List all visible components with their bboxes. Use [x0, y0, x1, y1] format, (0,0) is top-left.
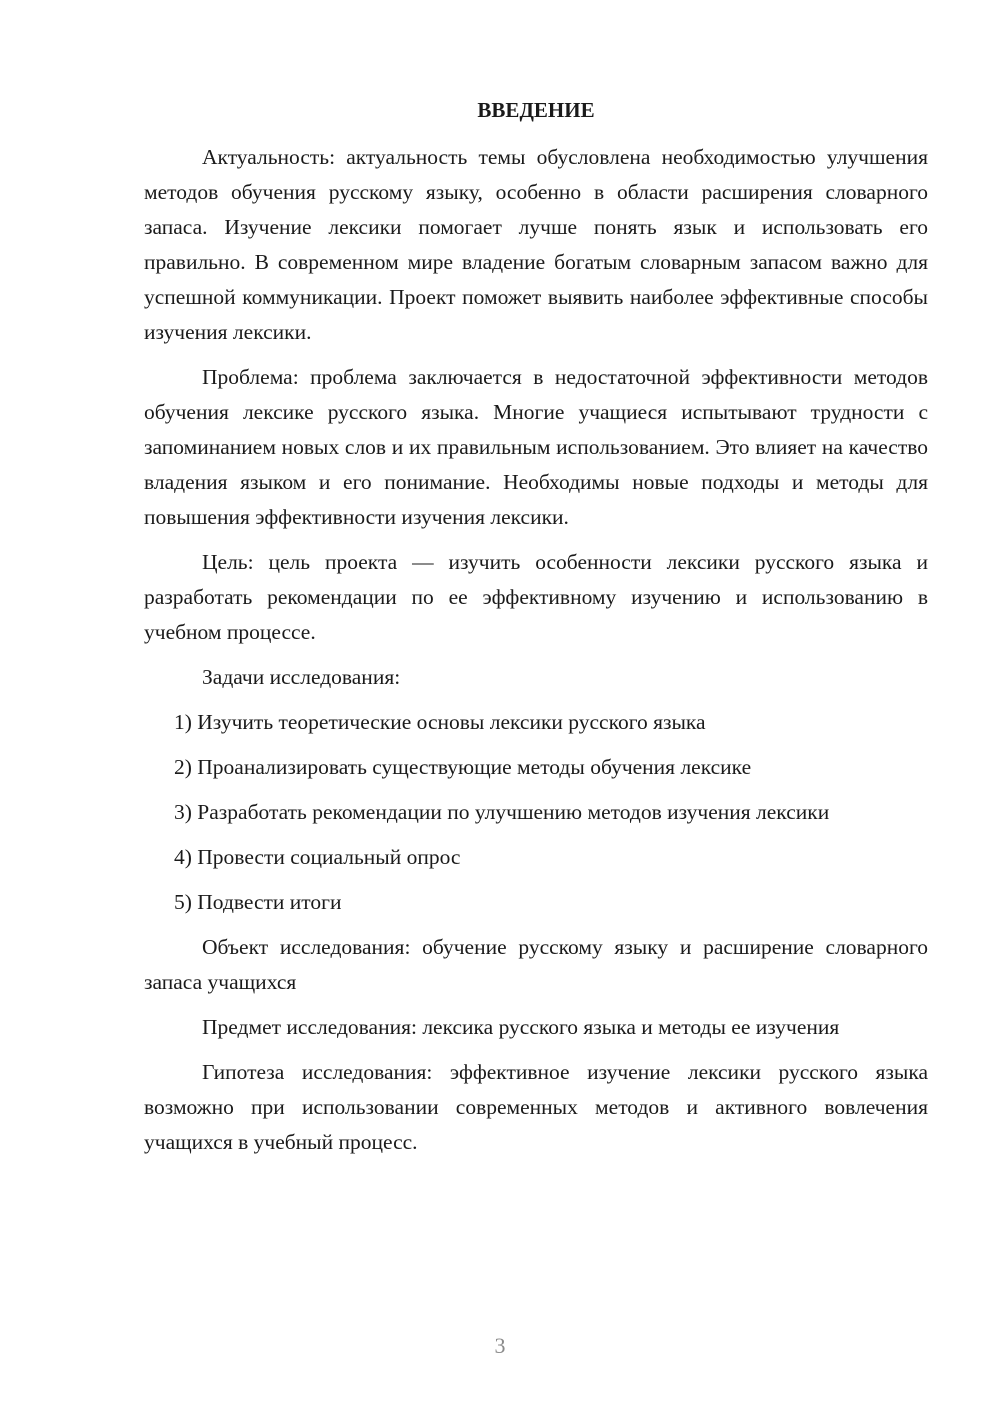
goal-paragraph: Цель: цель проекта — изучить особенности лексики русского языка и разработать рекомендации по ее эффективному изучению и использованию в учебном процессе.	[144, 550, 928, 644]
page-number: 3	[494, 1333, 506, 1358]
problem-paragraph: Проблема: проблема заключается в недостаточной эффективности методов обучения лексике русского языка. Многие учащиеся испытывают трудности с запоминанием новых слов и их правильным использованием. Это влияет на качество владения языком и его понимание. Необходимы новые подходы и методы для повышения эффективности изучения лексики.	[144, 365, 928, 529]
task-item: 2) Проанализировать существующие методы обучения лексике	[174, 755, 752, 779]
document-page	[144, 92, 928, 1170]
object-paragraph: Объект исследования: обучение русскому языку и расширение словарного запаса учащихся	[144, 935, 928, 994]
relevance-paragraph: Актуальность: актуальность темы обусловлена необходимостью улучшения методов обучения русскому языку, особенно в области расширения словарного запаса. Изучение лексики помогает лучше понять язык и использовать его правильно. В современном мире владение богатым словарным запасом важно для успешной коммуникации. Проект поможет выявить наиболее эффективные способы изучения лексики.	[144, 145, 928, 344]
subject-paragraph: Предмет исследования: лексика русского языка и методы ее изучения	[202, 1015, 840, 1039]
task-item: 1) Изучить теоретические основы лексики русского языка	[174, 710, 706, 734]
task-item: 3) Разработать рекомендации по улучшению методов изучения лексики	[174, 800, 830, 824]
task-item: 4) Провести социальный опрос	[174, 845, 461, 869]
tasks-heading: Задачи исследования:	[202, 665, 401, 689]
hypothesis-paragraph: Гипотеза исследования: эффективное изучение лексики русского языка возможно при использовании современных методов и активного вовлечения учащихся в учебный процесс.	[144, 1060, 928, 1154]
document-title: ВВЕДЕНИЕ	[477, 98, 595, 122]
task-item: 5) Подвести итоги	[174, 890, 342, 914]
